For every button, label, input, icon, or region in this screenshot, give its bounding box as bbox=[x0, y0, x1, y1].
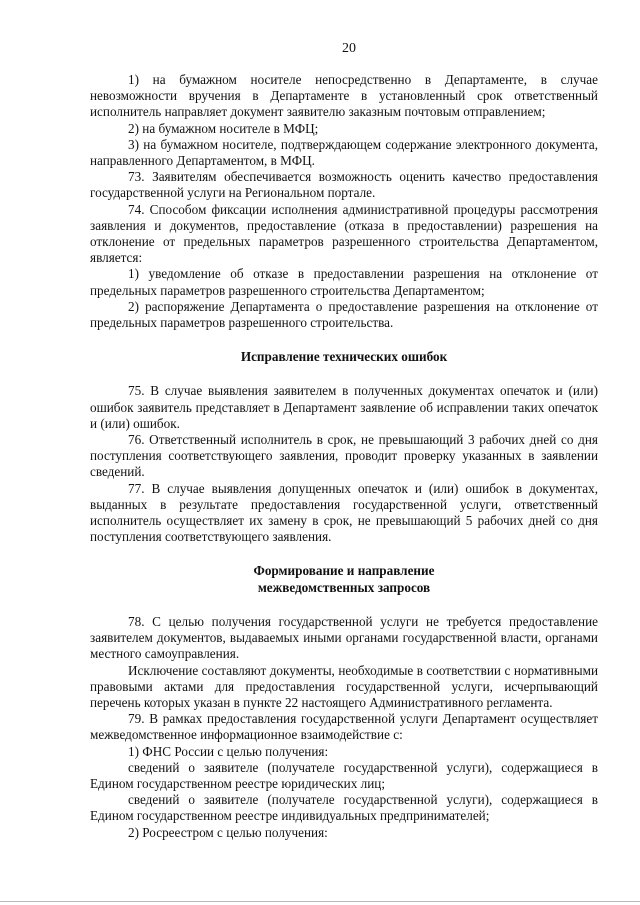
paragraph-75: 75. В случае выявления заявителем в полученных документах опечаток и (или) ошибок заявитель представляет в Департамент заявление об исправлении таких опечаток и (или) ошибок. bbox=[90, 383, 598, 431]
paragraph-79: 79. В рамках предоставления государственной услуги Департамент осуществляет межведомственное информационное взаимодействие с: bbox=[90, 711, 598, 743]
paragraph-delivery-1: 1) на бумажном носителе непосредственно в Департаменте, в случае невозможности вручения в Департаменте в установленный срок ответственный исполнитель направляет документ заявителю заказным почтовым отправлением; bbox=[90, 72, 598, 120]
paragraph-78-exception: Исключение составляют документы, необходимые в соответствии с нормативными правовыми актами для предоставления государственной услуги, исчерпывающий перечень которых указан в пункте 22 настоящего Административного регламента. bbox=[90, 662, 598, 710]
section-heading-line-1: Формирование и направление bbox=[253, 563, 435, 579]
scan-edge-divider bbox=[0, 901, 640, 902]
section-heading-technical-errors: Исправление технических ошибок bbox=[240, 349, 448, 365]
paragraph-delivery-2: 2) на бумажном носителе в МФЦ; bbox=[128, 120, 319, 136]
paragraph-79-item-1: 1) ФНС России с целью получения: bbox=[128, 743, 329, 759]
paragraph-77: 77. В случае выявления допущенных опечаток и (или) ошибок в документах, выданных в результате предоставления государственной услуги, ответственный исполнитель осуществляет их замену в срок, не превышающий 5 рабочих дней со дня поступления соответствующего заявления. bbox=[90, 480, 598, 545]
paragraph-73: 73. Заявителям обеспечивается возможность оценить качество предоставления государственной услуги на Региональном портале. bbox=[90, 169, 598, 201]
paragraph-74-item-2: 2) распоряжение Департамента о предоставление разрешения на отклонение от предельных параметров разрешенного строительства. bbox=[90, 298, 598, 331]
paragraph-delivery-3: 3) на бумажном носителе, подтверждающем содержание электронного документа, направленного Департаментом, в МФЦ. bbox=[90, 136, 598, 169]
page-number: 20 bbox=[342, 41, 356, 56]
section-heading-line-2: межведомственных запросов bbox=[257, 579, 431, 595]
paragraph-78: 78. С целью получения государственной услуги не требуется предоставление заявителем документов, выдаваемых иными органами государственной власти, органами местного самоуправления. bbox=[90, 613, 598, 662]
section-heading-interagency-requests bbox=[90, 563, 598, 595]
paragraph-76: 76. Ответственный исполнитель в срок, не превышающий 3 рабочих дней со дня поступления соответствующего заявления, проводит проверку указанных в заявлении сведений. bbox=[90, 432, 598, 480]
paragraph-79-egrip: сведений о заявителе (получателе государственной услуги), содержащиеся в Едином государственном реестре индивидуальных предпринимателей; bbox=[90, 792, 598, 824]
paragraph-79-item-2: 2) Росреестром с целью получения: bbox=[128, 824, 328, 840]
paragraph-79-egrul: сведений о заявителе (получателе государственной услуги), содержащиеся в Едином государственном реестре юридических лиц; bbox=[90, 759, 598, 791]
paragraph-74: 74. Способом фиксации исполнения административной процедуры рассмотрения заявления и документов, предоставление (отказа в предоставлении) разрешения на отклонение от предельных параметров разрешенного строительства Департаментом, является: bbox=[90, 201, 598, 266]
paragraph-74-item-1: 1) уведомление об отказе в предоставлении разрешения на отклонение от предельных параметров разрешенного строительства Департаментом; bbox=[90, 266, 598, 298]
